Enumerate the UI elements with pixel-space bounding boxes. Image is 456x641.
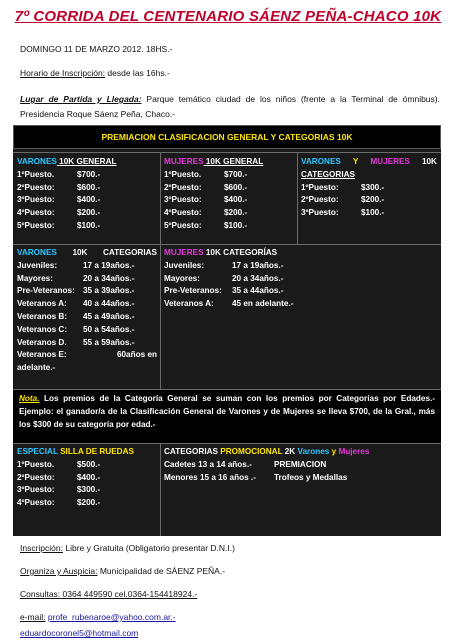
puesto-amount: $100.- xyxy=(224,220,248,230)
mujeres-categorias-cell xyxy=(164,247,364,311)
mujeres-general-head xyxy=(164,156,294,169)
puesto-amount: $300.- xyxy=(77,485,101,495)
puesto-label: 4ºPuesto: xyxy=(17,208,55,218)
mujeres-general-cell xyxy=(164,156,294,233)
organiza-text: Municipalidad de SÁENZ PEÑA.- xyxy=(97,566,226,576)
categoria-range: 20 a 34años.- xyxy=(232,273,284,283)
promocional-head xyxy=(164,446,438,459)
varones-general-cell xyxy=(17,156,157,233)
puesto-label: 4ºPuesto: xyxy=(17,498,55,508)
nota-label: Nota. xyxy=(19,394,40,403)
puesto-label: 5ºPuesto: xyxy=(164,220,202,230)
categoria-range: 17 a 19años.- xyxy=(232,260,284,270)
email-label: e-mail: xyxy=(20,612,46,622)
general-label: 10K GENERAL xyxy=(56,157,117,166)
categoria-range: 55 a 59años.- xyxy=(83,337,135,347)
especial-head xyxy=(17,446,157,459)
puesto-label: 1ºPuesto: xyxy=(301,182,339,192)
puesto-amount: $200.- xyxy=(77,498,101,508)
categoria-range: 60años en xyxy=(116,350,157,360)
categoria-tail: adelante.- xyxy=(17,363,56,373)
distance-label: 10K xyxy=(72,248,88,257)
nota-text: Los premios de la Categoría General se suman con los premios por Categorías por Edades.- Ejemplo: el ganador/a de la Clasificación General de Varones y de Mujeres se lleva $700, de la Gral., más los $300 de su categoría por edad.- xyxy=(19,394,435,429)
puesto-amount: $600.- xyxy=(77,182,101,192)
categoria-range: 35 a 39años.- xyxy=(83,286,135,296)
puesto-label: 2ºPuesto: xyxy=(17,472,55,482)
puesto-label: 2ºPuesto: xyxy=(17,182,55,192)
varones-categorias-cell xyxy=(17,247,157,375)
vym-head xyxy=(301,156,437,169)
categoria-label: Veteranos E: xyxy=(17,350,67,360)
puesto-label: 3ºPuesto: xyxy=(17,195,55,205)
puesto-label: 3ºPuesto: xyxy=(301,208,339,218)
horario-line xyxy=(20,66,440,81)
categoria-label: Pre-Veteranos: xyxy=(164,286,222,296)
horario-label: Horario de Inscripción: xyxy=(20,68,106,78)
puesto-label: 1ºPuesto. xyxy=(17,459,55,469)
promocional-premio: Trofeos y Medallas xyxy=(274,472,348,482)
y-label: Y xyxy=(352,157,359,166)
categoria-range: 35 a 44años.- xyxy=(232,286,284,296)
varones-label: Varones xyxy=(297,447,330,456)
email2-line xyxy=(20,626,440,641)
categoria-label: Veteranos A: xyxy=(17,299,67,309)
promocional-cell xyxy=(164,446,438,484)
general-label: 10K GENERAL xyxy=(203,157,264,166)
categoria-range: 45 en adelante.- xyxy=(232,299,294,309)
categorias-label: CATEGORIAS xyxy=(164,447,218,456)
categoria-label: Veteranos A: xyxy=(164,299,214,309)
puesto-amount: $500.- xyxy=(77,459,101,469)
distance-label: 2K xyxy=(284,447,296,456)
categoria-label: Veteranos B: xyxy=(17,311,68,321)
varones-categorias-head xyxy=(17,247,157,260)
puesto-amount: $400.- xyxy=(77,195,101,205)
categorias-label: 10K CATEGORÍAS xyxy=(203,248,278,257)
categoria-label: Veteranos C: xyxy=(17,324,68,334)
premiacion-header: PREMIACION CLASIFICACION GENERAL Y CATEGORIAS 10K xyxy=(13,125,441,149)
promocional-categoria: Cadetes 13 a 14 años.- xyxy=(164,459,252,469)
organiza-line xyxy=(20,564,440,579)
inscripcion-text: Libre y Gratuita (Obligatorio presentar D.N.I.) xyxy=(63,543,235,553)
puesto-label: 5ºPuesto: xyxy=(17,220,55,230)
page-title: 7º CORRIDA DEL CENTENARIO SÁENZ PEÑA-CHACO 10K xyxy=(14,8,442,25)
puesto-amount: $600.- xyxy=(224,182,248,192)
silla-label: SILLA DE RUEDAS xyxy=(60,447,134,456)
promocional-premio: PREMIACION xyxy=(274,459,327,469)
varones-label: VARONES xyxy=(17,157,57,166)
email2-link[interactable]: eduardocoronel5@hotmail.com xyxy=(20,628,139,638)
inscripcion-label: Inscripción: xyxy=(20,543,63,553)
consultas-label: Consultas: xyxy=(20,589,61,599)
especial-cell xyxy=(17,446,157,510)
lugar-label: Lugar de Partida y Llegada: xyxy=(20,94,142,104)
especial-label: ESPECIAL xyxy=(17,447,58,456)
puesto-label: 1ºPuesto. xyxy=(164,169,202,179)
email-link[interactable]: profe_rubenaroe@yahoo.com.ar.- xyxy=(47,612,176,622)
categoria-label: Mayores: xyxy=(164,273,200,283)
puesto-label: 4ºPuesto: xyxy=(164,208,202,218)
lugar-text: Parque temático ciudad de los niños (frente a la Terminal de ómnibus). Presidencia Roque Sáenz Peña, Chaco.- xyxy=(20,94,440,119)
puesto-amount: $300.- xyxy=(361,182,385,192)
y-label: y xyxy=(331,447,337,456)
puesto-label: 3ºPuesto: xyxy=(164,195,202,205)
categoria-label: Juveniles: xyxy=(164,260,205,270)
promocional-label: PROMOCIONAL xyxy=(220,447,283,456)
distance-label: 10K xyxy=(421,157,437,166)
puesto-amount: $100.- xyxy=(77,220,101,230)
categoria-range: 50 a 54años.- xyxy=(83,324,135,334)
mujeres-label: Mujeres xyxy=(338,447,370,456)
categoria-label: Pre-Veteranos: xyxy=(17,286,75,296)
mujeres-label: MUJERES xyxy=(370,157,410,166)
vym-categorias-cell xyxy=(301,156,437,220)
puesto-amount: $100.- xyxy=(361,208,385,218)
categoria-range: 45 a 49años.- xyxy=(83,311,135,321)
email-line xyxy=(20,610,440,625)
categoria-label: Juveniles: xyxy=(17,260,58,270)
puesto-amount: $700.- xyxy=(77,169,101,179)
puesto-label: 3ºPuesto: xyxy=(17,485,55,495)
inscripcion-line xyxy=(20,541,440,556)
varones-label: VARONES xyxy=(17,248,57,257)
promocional-categoria: Menores 15 a 16 años .- xyxy=(164,472,256,482)
categoria-range: 20 a 34años.- xyxy=(83,273,135,283)
lugar-line xyxy=(20,92,440,122)
puesto-amount: $400.- xyxy=(77,472,101,482)
mujeres-categorias-head xyxy=(164,247,364,260)
date-line: DOMINGO 11 DE MARZO 2012. 18HS.- xyxy=(20,44,173,54)
categoria-label: Mayores: xyxy=(17,273,53,283)
varones-general-head xyxy=(17,156,157,169)
puesto-label: 2ºPuesto: xyxy=(164,182,202,192)
puesto-label: 2ºPuesto: xyxy=(301,195,339,205)
puesto-amount: $700.- xyxy=(224,169,248,179)
puesto-amount: $200.- xyxy=(361,195,385,205)
categoria-label: Veteranos D. xyxy=(17,337,67,347)
categorias-label: CATEGORIAS xyxy=(301,169,355,179)
consultas-text: 0364 449590 cel.0364-154418924.- xyxy=(60,589,198,599)
organiza-label: Organiza y Auspicia: xyxy=(20,566,98,576)
puesto-amount: $200.- xyxy=(224,208,248,218)
consultas-line xyxy=(20,587,440,602)
horario-text: desde las 16hs.- xyxy=(105,68,170,78)
categorias-label: CATEGORIAS xyxy=(103,248,157,257)
categoria-range: 17 a 19años.- xyxy=(83,260,135,270)
varones-label: VARONES xyxy=(301,157,341,166)
mujeres-label: MUJERES xyxy=(164,157,204,166)
mujeres-label: MUJERES xyxy=(164,248,204,257)
puesto-amount: $400.- xyxy=(224,195,248,205)
puesto-label: 1ºPuesto. xyxy=(17,169,55,179)
nota-block xyxy=(13,390,441,443)
categoria-range: 40 a 44años.- xyxy=(83,299,135,309)
puesto-amount: $200.- xyxy=(77,208,101,218)
